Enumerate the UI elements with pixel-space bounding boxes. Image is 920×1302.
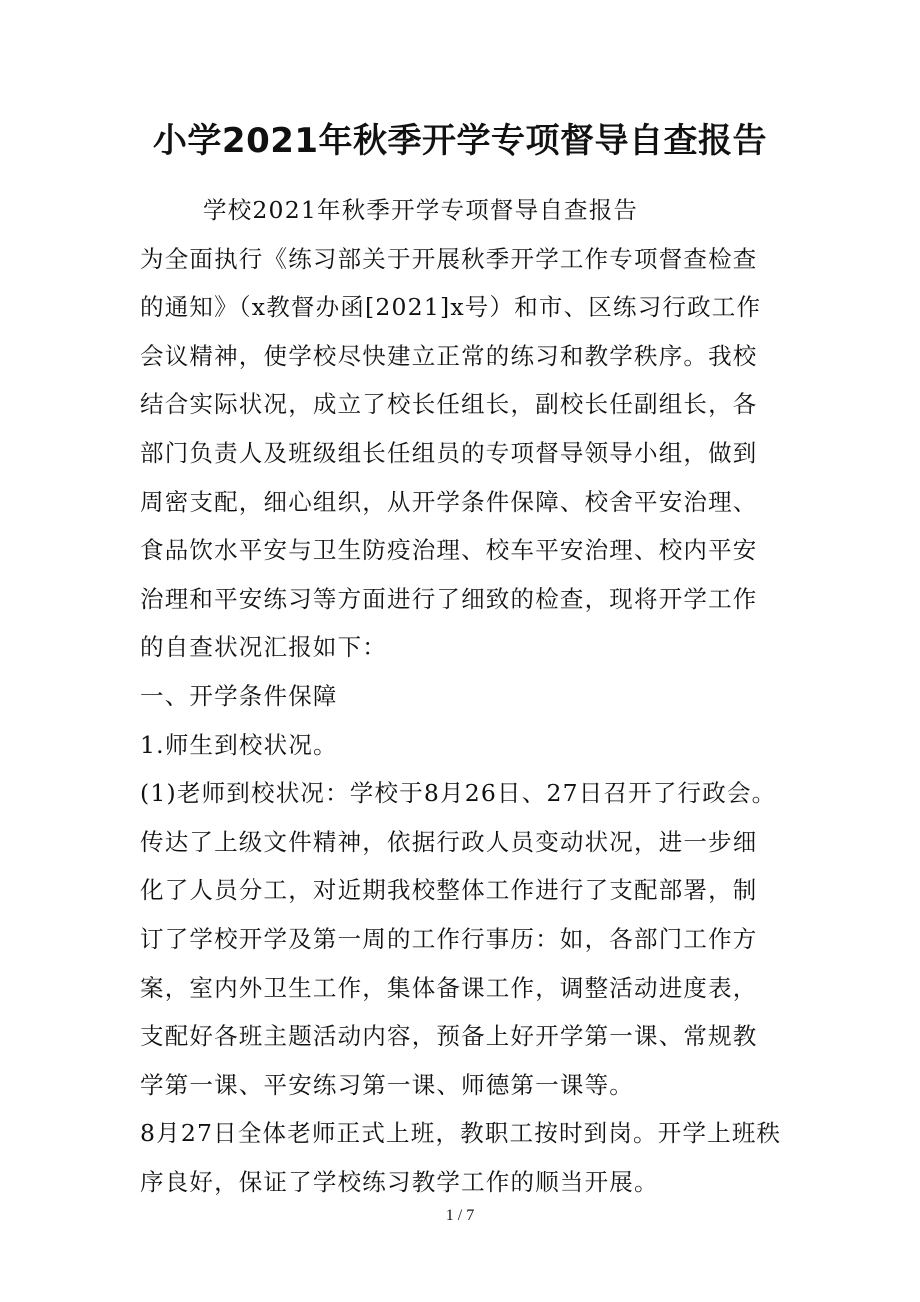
text-line: 8月27日全体老师正式上班，教职工按时到岗。开学上班秩: [140, 1119, 782, 1148]
text-line: 结合实际状况，成立了校长任组长，副校长任副组长，各: [140, 390, 758, 419]
section-heading: 一、开学条件保障: [140, 681, 338, 710]
text-line: 会议精神，使学校尽快建立正常的练习和教学秩序。我校: [140, 341, 758, 370]
text-line: 案，室内外卫生工作，集体备课工作，调整活动进度表，: [140, 973, 758, 1002]
document-title: 小学2021年秋季开学专项督导自查报告: [152, 121, 768, 161]
text-line: 的自查状况汇报如下：: [140, 633, 387, 662]
page-number: 1 / 7: [445, 1207, 475, 1224]
text-line: 食品饮水平安与卫生防疫治理、校车平安治理、校内平安: [140, 536, 758, 565]
text-line: 周密支配，细心组织，从开学条件保障、校舍平安治理、: [140, 487, 758, 516]
text-line: 的通知》（x教督办函[2021]x号）和市、区练习行政工作: [140, 293, 762, 322]
subtitle-line: 学校2021年秋季开学专项督导自查报告: [203, 196, 639, 224]
text-line: 部门负责人及班级组长任组员的专项督导领导小组，做到: [140, 438, 758, 467]
text-line: 为全面执行《练习部关于开展秋季开学工作专项督查检查: [140, 244, 758, 273]
text-line: 传达了上级文件精神，依据行政人员变动状况，进一步细: [140, 827, 758, 856]
subsection-heading: 1.师生到校状况。: [140, 730, 338, 759]
text-line: (1)老师到校状况：学校于8月26日、27日召开了行政会。: [140, 779, 777, 808]
document-body: [140, 186, 786, 1206]
text-line: 治理和平安练习等方面进行了细致的检查，现将开学工作: [140, 584, 758, 613]
text-line: 化了人员分工，对近期我校整体工作进行了支配部署，制: [140, 876, 758, 905]
text-line: 支配好各班主题活动内容，预备上好开学第一课、常规教: [140, 1022, 758, 1051]
text-line: 序良好，保证了学校练习教学工作的顺当开展。: [140, 1167, 659, 1196]
text-line: 学第一课、平安练习第一课、师德第一课等。: [140, 1070, 634, 1099]
text-line: 订了学校开学及第一周的工作行事历：如，各部门工作方: [140, 924, 758, 953]
